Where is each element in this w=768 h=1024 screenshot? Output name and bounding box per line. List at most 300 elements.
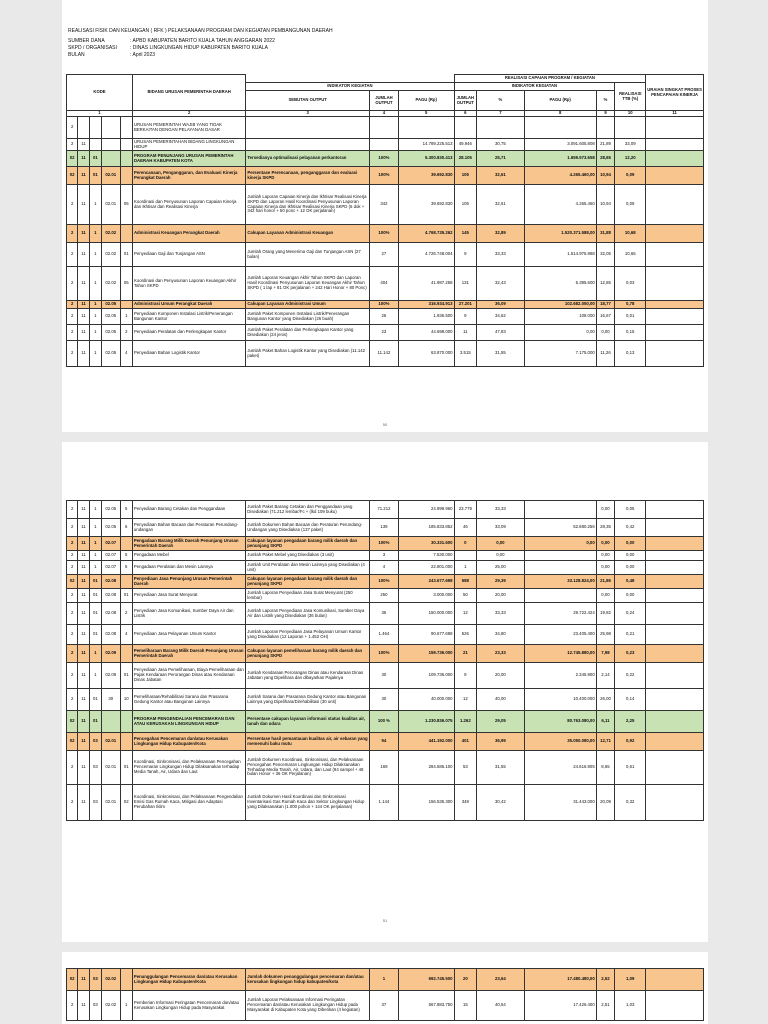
bidang-cell: URUSAN PEMERINTAH WAJIB YANG TIDAK BERKAITAN DENGAN PELAYANAN DASAR [132,117,245,139]
sebutan-output-cell: Cakupan layanan pengadaan barang milik daerah dan penunjang SKPD [246,575,370,589]
percent-cell: 25,71 [477,151,524,167]
percent-realisasi-cell: 19,82 [596,603,615,625]
uraian-cell [646,751,704,785]
col-num: 6 [454,111,477,117]
sebutan-output-cell [246,139,370,151]
ttb-cell: 0,00 [615,589,646,603]
sebutan-output-cell: Jumlah Orang yang Menerima Gaji dan Tunjangan ASN (27 bulan) [246,243,370,267]
jumlah-output-cell: 1.464 [369,625,398,645]
kode-cell: 02.08 [102,589,121,603]
ttb-cell: 0,61 [615,751,646,785]
sebutan-output-cell: Persentase Perencanaan, penganggaran dan evaluasi kinerja SKPD [246,167,370,185]
jumlah-realisasi-cell: 27.201 [454,301,477,309]
pagu-realisasi-cell: 24.616.905 [524,751,596,785]
kode-cell: 11 [78,519,89,537]
pagu-cell: 567.883.750 [398,991,454,1021]
bidang-cell: Pengadaan Barang Milik Daerah Penunjang Urusan Pemerintah Daerah [132,537,245,551]
jumlah-realisasi-cell: 9 [454,309,477,325]
kode-cell: 02.02 [102,991,121,1021]
jumlah-output-cell: 169 [369,751,398,785]
ttb-cell: 0,21 [615,625,646,645]
kode-cell: 1 [89,243,101,267]
kode-cell: 2 [67,561,78,575]
pagu-realisasi-cell: 2.345.900 [524,663,596,689]
jumlah-output-cell: 100% [370,151,399,167]
jumlah-output-cell: 404 [370,267,399,301]
pagu-cell: 284.586.100 [398,751,454,785]
ttb-cell: 0,78 [615,301,646,309]
pagu-realisasi-cell: 1.659.573.658 [524,151,596,167]
kode-cell: 2 [67,645,78,663]
kode-cell: 11 [78,733,89,751]
percent-realisasi-cell: 31,88 [596,225,615,243]
table-row [67,991,704,1021]
kode-cell: 5 [120,501,132,519]
kode-cell: 1 [89,537,101,551]
jumlah-realisasi-cell: 23.779 [454,501,477,519]
sebutan-output-cell: Persentase hasil pemantauan kualitas air, air sebaran yang memenuhi baku mutu [246,733,370,751]
kode-cell: 05 [120,185,132,225]
kode-cell: 01 [89,589,101,603]
pagu-cell: 39.692.830 [398,185,454,225]
jumlah-output-cell: 4 [369,561,398,575]
col-kode: KODE [67,75,133,111]
jumlah-realisasi-cell [454,117,477,139]
kode-cell [120,733,132,751]
uraian-cell [646,117,704,139]
ttb-cell: 0,09 [615,185,646,225]
percent-cell: 23,33 [477,645,524,663]
bidang-cell: Pemeliharaan Barang Milik Daerah Penunjang Urusan Pemerintah Daerah [132,645,245,663]
kode-cell: 11 [78,537,89,551]
col-num: 8 [524,111,596,117]
kode-cell: 11 [78,309,89,325]
kode-cell: 1 [89,519,101,537]
kode-cell: 02.08 [102,575,121,589]
jumlah-output-cell: 100 % [369,711,398,733]
uraian-cell [646,575,704,589]
uraian-cell [646,991,704,1021]
header-row-sumber-dana [68,38,333,45]
col-num: 9 [596,111,615,117]
percent-realisasi-cell: 6,11 [596,711,615,733]
kode-cell: 2 [120,603,132,625]
sebutan-output-cell: Jumlah Laporan Capaian Kinerja dan Ikhtisar Realisasi Kinerja SKPD dan Laporan Hasil Koordinasi Penyusunan Laporan Capaian Kinerja dan Ikhtisar Realisasi Kinerja SKPD (6 dok + 342 hari honor + 50 ponc + 12 OK perjalanan) [246,185,370,225]
pagu-realisasi-cell: 1.520.371.588,00 [524,225,596,243]
col-num: 10 [615,111,646,117]
ttb-cell: 10,68 [615,225,646,243]
sebutan-output-cell: Jumlah dokumen penanggulangan pencemaran dan/atau kerusakan lingkungan hidup kabupaten/kota [246,969,370,991]
bidang-cell: Penyediaan Bahan Logistik Kantor [132,341,245,367]
kode-cell: 02.01 [102,167,121,185]
uraian-cell [646,139,704,151]
ttb-cell: 0,15 [615,325,646,341]
percent-cell: 34,62 [477,309,524,325]
percent-cell: 40,54 [477,991,524,1021]
table-row [67,117,704,139]
pagu-realisasi-cell: 17.426.400 [524,991,596,1021]
sebutan-output-cell [246,117,370,139]
uraian-cell [646,325,704,341]
ttb-cell: 0,42 [615,519,646,537]
percent-realisasi-cell: 32,05 [596,243,615,267]
jumlah-output-cell: 100% [369,645,398,663]
bidang-cell: Koordinasi dan Penyusunan Laporan Keuangan Akhir Tahun SKPD [132,267,245,301]
kode-cell: 11 [78,751,89,785]
kode-cell: 03 [89,991,101,1021]
percent-cell: 32,61 [477,185,524,225]
header-row-bulan [68,52,333,59]
sebutan-output-cell: Jumlah Laporan Penyediaan Jasa Pelayanan Umum Kantor yang Disediakan (12 Laporan + 1.452 OH) [246,625,370,645]
bidang-cell: PROGRAM PENUNJANG URUSAN PEMERINTAH DAERAH KABUPATEN KOTA [132,151,245,167]
uraian-cell [646,733,704,751]
percent-realisasi-cell: 16,67 [596,309,615,325]
col-num: 11 [646,111,704,117]
pagu-realisasi-cell: 4.265.460,00 [524,167,596,185]
jumlah-realisasi-cell: 588 [454,575,477,589]
percent-cell: 32,61 [477,167,524,185]
percent-cell: 31,55 [477,341,524,367]
kode-cell: 2 [67,185,78,225]
table-row [67,167,704,185]
kode-cell: 02.07 [102,561,121,575]
kode-cell [89,117,101,139]
bidang-cell: Pemeliharaan/Rehabilitasi Sarana dan Prasarana Gedung Kantor atau Bangunan Lainnya [132,689,245,711]
kode-cell: 02.05 [102,519,121,537]
col-num: 3 [246,111,370,117]
ttb-cell: 0,48 [615,575,646,589]
kode-cell: 02.05 [102,341,121,367]
uraian-cell [646,301,704,309]
jumlah-output-cell: 30 [369,663,398,689]
kode-cell: 11 [78,625,89,645]
jumlah-realisasi-cell: 348 [454,785,477,821]
kode-cell [102,151,121,167]
kode-cell: 1 [89,309,101,325]
kode-cell: 02 [120,785,132,821]
jumlah-output-cell: 1.144 [369,785,398,821]
jumlah-realisasi-cell: 526 [454,625,477,645]
header-value: : DINAS LINGKUNGAN HIDUP KABUPATEN BARITO KUALA [130,45,268,51]
sebutan-output-cell: Jumlah Paket Komponen Instalasi Listrik/Penerangan Bangunan Kantor yang Disediakan (26 buah) [246,309,370,325]
kode-cell: 2 [67,325,78,341]
pagu-cell: 5.300.830.413 [398,151,454,167]
ttb-cell: 1,03 [615,991,646,1021]
kode-cell: 1 [89,551,101,561]
kode-cell: 1 [89,185,101,225]
pagu-cell: 14.789.225.513 [398,139,454,151]
sebutan-output-cell: Jumlah Paket Barang Cetakan dan Penggandaan yang Disediakan (71.212 lembar/Fc + (lkd 109 buku) [246,501,370,519]
ttb-cell: 0,13 [615,341,646,367]
jumlah-realisasi-cell: 0 [454,537,477,551]
kode-cell: 01 [89,603,101,625]
col-num: 2 [132,111,245,117]
kode-cell: 11 [78,267,89,301]
kode-cell [120,645,132,663]
kode-cell: 02.07 [102,537,121,551]
pagu-realisasi-cell: 33.128.824,00 [524,575,596,589]
kode-cell: 02.01 [102,733,121,751]
uraian-cell [646,341,704,367]
pagu-realisasi-cell: 52.680.256 [524,519,596,537]
percent-realisasi-cell: 28,65 [596,151,615,167]
sebutan-output-cell: Jumlah Kendaraan Perorangan Dinas atau Kendaraan Dinas Jabatan yang Dipelihara dan dibayarkan Pajaknya [246,663,370,689]
ttb-cell: 0,01 [615,309,646,325]
table-row [67,733,704,751]
table-row [67,603,704,625]
kode-cell: 11 [78,341,89,367]
header-key: BULAN [68,52,85,58]
col-num: 4 [370,111,399,117]
table-row [67,575,704,589]
sebutan-output-cell: Jumlah Laporan Pelaksanaan Informasi Peringatan Pencemaran dan/atau Kerusakan Lingkungan Hidup pada Masyarakat di Kabupaten Kota yang Diberikan (4 kegiatan) [246,991,370,1021]
pagu-cell: 41.987.258 [398,267,454,301]
sebutan-output-cell: Persentase cakupan layanan informasi status kualitas air, tanah dan udara [246,711,370,733]
table-row [67,785,704,821]
jumlah-output-cell: 36 [369,603,398,625]
percent-cell: 30,42 [477,785,524,821]
uraian-cell [646,561,704,575]
pagu-realisasi-cell: 17.480.480,00 [524,969,596,991]
table-body [67,969,704,1021]
bidang-cell: Koordinasi, Sinkronisasi, dan Pelaksanaan Pengendalian Emisi Gas Rumah Kaca, Mitigasi dan Adaptasi Perubahan Iklim [132,785,245,821]
jumlah-realisasi-cell: 53 [454,751,477,785]
pagu-cell: 243.677.698 [398,575,454,589]
kode-cell: 2 [67,225,78,243]
percent-cell: 40,00 [477,689,524,711]
bidang-cell: Administrasi Keuangan Perangkat Daerah [132,225,245,243]
header-key: SUMBER DANA [68,38,105,44]
kode-cell [120,575,132,589]
jumlah-realisasi-cell: 50 [454,589,477,603]
table-row [67,267,704,301]
percent-cell: 23,64 [477,969,524,991]
kode-cell: 01 [89,689,101,711]
bidang-cell: Koordinasi dan Penyusunan Laporan Capaian Kinerja dan Ikhtisar dan Realisasi Kinerja [132,185,245,225]
kode-cell: 11 [78,785,89,821]
col-uraian: URAIAN SINGKAT PROSES PENCAPAIAN KINERJA [646,75,704,111]
uraian-cell [646,711,704,733]
pagu-cell: 3.000.000 [398,589,454,603]
percent-cell: 47,83 [477,325,524,341]
jumlah-realisasi-cell: 9 [454,663,477,689]
kode-cell: 11 [78,603,89,625]
kode-cell [120,301,132,309]
report-header [68,28,333,59]
percent-realisasi-cell: 11,26 [596,341,615,367]
percent-realisasi-cell: 8,65 [596,751,615,785]
kode-cell: 2 [120,325,132,341]
table-row [67,969,704,991]
kode-cell: 01 [89,575,101,589]
pagu-cell: 4.768.735.262 [398,225,454,243]
jumlah-output-cell: 23 [370,325,399,341]
ttb-cell: 10,65 [615,243,646,267]
table-row [67,501,704,519]
pagu-realisasi-cell: 5.395.600 [524,267,596,301]
pagu-realisasi-cell: 80.763.080,00 [524,711,596,733]
col-jumlah-2: JUMLAH OUTPUT [454,91,477,111]
kode-cell: 01 [120,751,132,785]
uraian-cell [646,603,704,625]
bidang-cell: Administrasi Umum Perangkat Daerah [132,301,245,309]
kode-cell: 2 [67,309,78,325]
kode-cell: 2 [67,625,78,645]
percent-realisasi-cell: 0,00 [596,589,615,603]
kode-cell: 02.02 [102,225,121,243]
uraian-cell [646,225,704,243]
percent-realisasi-cell: 0,00 [596,501,615,519]
kode-cell: 01 [120,663,132,689]
ttb-cell: 0,14 [615,689,646,711]
kode-cell [78,117,89,139]
kode-cell [120,969,132,991]
sebutan-output-cell: Jumlah Dokumen Koordinasi, Sinkronisasi, dan Pelaksanaan Pencegahan Pencemaran Lingkungan Hidup Dilaksanakan Terhadap Media Tanah, Air, Udara, dan Laut (94 sampel + 48 bulan Honor + 36 OK Perjalanan) [246,751,370,785]
document-page-2 [62,442,708,942]
uraian-cell [646,267,704,301]
jumlah-realisasi-cell: 1 [454,561,477,575]
kode-cell: 11 [78,139,89,151]
bidang-cell: Penyediaan Jasa Pelayanan Umum Kantor [132,625,245,645]
pagu-cell: 44.698.000 [398,325,454,341]
pagu-cell: 22.801.000 [398,561,454,575]
kode-cell: 01 [120,243,132,267]
table-row [67,645,704,663]
bidang-cell: Perencanaan, Penganggaran, dan Evaluasi Kinerja Perangkat Daerah [132,167,245,185]
bidang-cell: Koordinasi, Sinkronisasi, dan Pelaksanaan Pencegahan Pencemaran Lingkungan Hidup Dilaksanakan terhadap Media Tanah, Air, Udara dan Laut [132,751,245,785]
kode-cell: 1 [89,663,101,689]
kode-cell: 02.01 [102,185,121,225]
jumlah-output-cell: 27 [370,243,399,267]
bidang-cell: URUSAN PEMERINTAHAN BIDANG LINGKUNGAN HIDUP [132,139,245,151]
bidang-cell: Penyediaan Jasa Komunikasi, Sumber Daya Air dan Listrik [132,603,245,625]
bidang-cell: Penyediaan Jasa Surat Menyurat [132,589,245,603]
percent-realisasi-cell [596,117,615,139]
ttb-cell: 0,92 [615,733,646,751]
kode-cell: 03 [89,751,101,785]
percent-cell: 20,00 [477,663,524,689]
percent-cell: 36,99 [477,733,524,751]
kode-cell: 11 [78,151,89,167]
percent-cell: 34,80 [477,625,524,645]
kode-cell: 02 [67,733,78,751]
ttb-cell [615,117,646,139]
jumlah-realisasi-cell [454,551,477,561]
pagu-cell: 30.331.600 [398,537,454,551]
percent-cell: 29,05 [477,711,524,733]
kode-cell: 01 [89,151,101,167]
uraian-cell [646,625,704,645]
kode-cell: 03 [89,785,101,821]
ttb-cell: 0,22 [615,663,646,689]
pagu-realisasi-cell: 10.400.000 [524,689,596,711]
jumlah-realisasi-cell: 1.262 [454,711,477,733]
pagu-cell: 1.230.836.075 [398,711,454,733]
jumlah-realisasi-cell: 46 [454,519,477,537]
pagu-realisasi-cell: 108.000 [524,309,596,325]
kode-cell: 4 [120,341,132,367]
uraian-cell [646,151,704,167]
col-indikator: INDIKATOR KEGIATAN [246,83,454,91]
percent-cell: 31,55 [477,751,524,785]
percent-cell: 30,75 [477,139,524,151]
jumlah-output-cell: 139 [369,519,398,537]
percent-realisasi-cell: 26,00 [596,689,615,711]
table-row [67,139,704,151]
kode-cell: 02.05 [102,325,121,341]
kode-cell: 02.09 [102,663,121,689]
kode-cell: 11 [78,689,89,711]
kode-cell: 1 [89,301,101,309]
ttb-cell: 33,09 [615,139,646,151]
percent-realisasi-cell: 10,94 [596,167,615,185]
ttb-cell: 0,00 [615,551,646,561]
jumlah-realisasi-cell: 9 [454,243,477,267]
pagu-cell: 692.745.500 [398,969,454,991]
uraian-cell [646,185,704,225]
pagu-cell: 4.726.748.004 [398,243,454,267]
pagu-realisasi-cell: 12.745.880,00 [524,645,596,663]
ttb-cell: 0,32 [615,785,646,821]
kode-cell: 11 [78,645,89,663]
table-row [67,537,704,551]
kode-cell: 02.05 [102,301,121,309]
kode-cell: 11 [78,575,89,589]
col-pct-2: % [596,91,615,111]
jumlah-realisasi-cell: 3.515 [454,341,477,367]
percent-cell [477,117,524,139]
jumlah-realisasi-cell: 145 [454,225,477,243]
jumlah-output-cell: 11.142 [370,341,399,367]
rfk-table-page-3 [66,968,704,1021]
pagu-realisasi-cell: 1.514.975.988 [524,243,596,267]
ttb-cell: 0,00 [615,537,646,551]
jumlah-realisasi-cell: 28.105 [454,151,477,167]
kode-cell: 03 [89,969,101,991]
blank-header [246,75,454,83]
kode-cell: 02 [67,151,78,167]
pagu-cell: 90.677.698 [398,625,454,645]
kode-cell [102,139,121,151]
page-number: 50 [382,422,388,427]
kode-cell: 02 [67,969,78,991]
percent-realisasi-cell: 2,52 [596,969,615,991]
kode-cell [120,225,132,243]
kode-cell: 10 [120,689,132,711]
percent-cell: 36,09 [477,301,524,309]
jumlah-realisasi-cell: 401 [454,733,477,751]
percent-realisasi-cell: 21,86 [596,575,615,589]
kode-cell [120,711,132,733]
pagu-cell: 185.833.852 [398,519,454,537]
sebutan-output-cell: Cakupan layanan pengadaan barang milik daerah dan penunjang SKPD [246,537,370,551]
ttb-cell: 0,24 [615,603,646,625]
kode-cell: 02.08 [102,625,121,645]
sebutan-output-cell: Jumlah Laporan Keuangan Akhir Tahun SKPD dan Laporan Hasil Koordinasi Penyusunan Laporan Keuangan Akhir Tahun SKPD ( 1 lap + 81 OK perjalanan + 242 Hari Honor + 80 Ponc) [246,267,370,301]
kode-cell: 2 [67,603,78,625]
kode-cell: 02 [67,167,78,185]
bidang-cell: Pemberian Informasi Peringatan Pencemaran dan/atau Kerusakan Lingkungan Hidup pada Masyarakat [132,991,245,1021]
pagu-realisasi-cell: 4.265.460 [524,185,596,225]
kode-cell: 02.08 [102,603,121,625]
kode-cell: 2 [67,341,78,367]
kode-cell: 1 [89,645,101,663]
sebutan-output-cell: Jumlah Paket Mebel yang Disediakan (3 unit) [246,551,370,561]
table-row [67,243,704,267]
table-body [67,117,704,367]
jumlah-output-cell: 100% [369,575,398,589]
bidang-cell: Penyediaan Jasa Pemeliharaan, Biaya Pemeliharaan dan Pajak Kendaraan Perorangan Dinas atau Kendaraan Dinas Jabatan [132,663,245,689]
